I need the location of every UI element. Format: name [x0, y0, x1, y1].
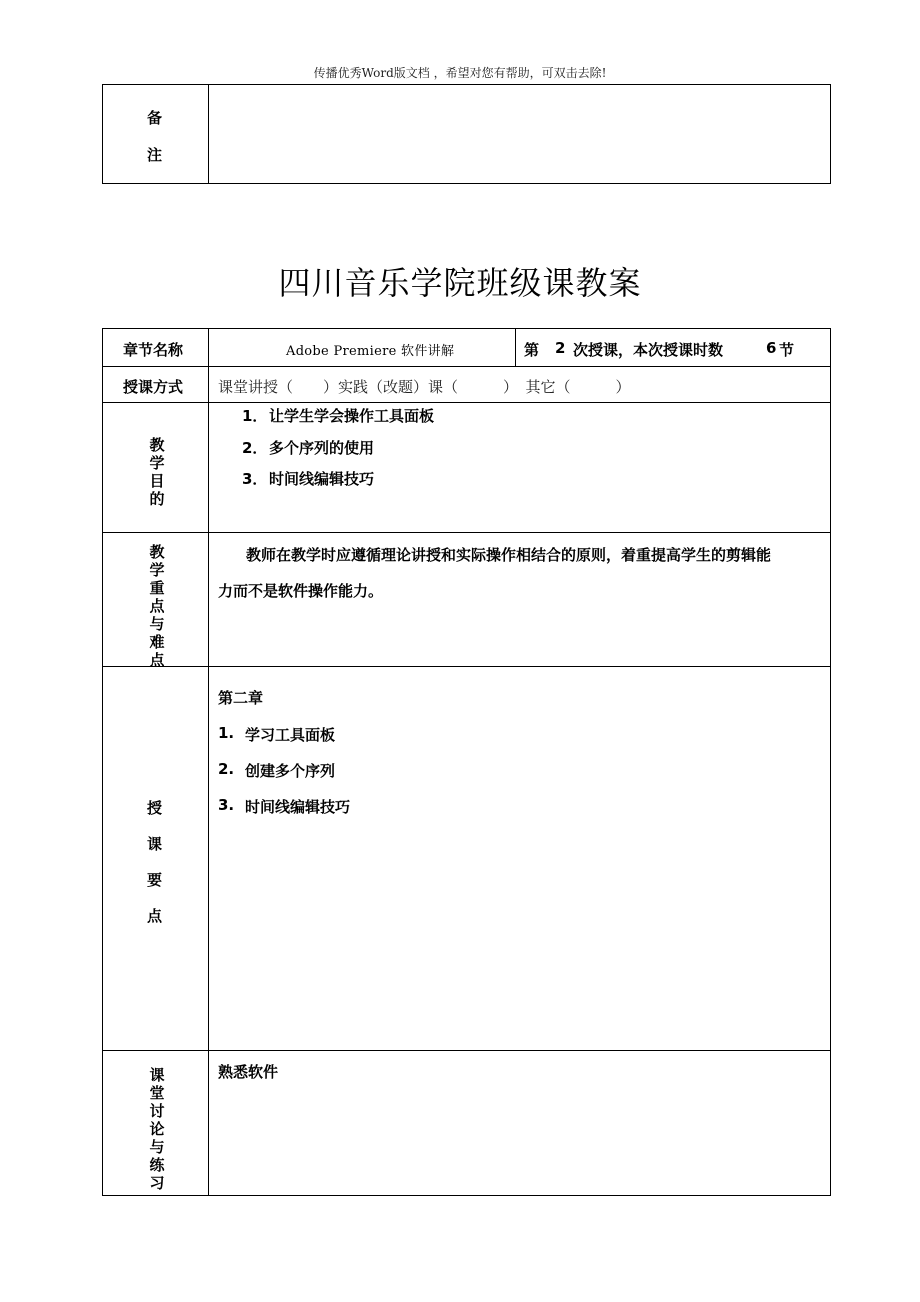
row-divider-3: [102, 532, 831, 533]
lecture-item-num-3: 3.: [218, 796, 235, 814]
header-watermark: 传播优秀Word版文档 ，希望对您有帮助，可双击去除!: [313, 66, 607, 80]
remarks-divider: [208, 84, 209, 184]
row-divider-2: [102, 402, 831, 403]
remarks-label-2: 注: [147, 146, 163, 164]
row-divider-1: [102, 366, 831, 367]
lecture-item-text-2: 创建多个序列: [245, 762, 336, 780]
session-hours: 6: [766, 339, 777, 357]
objective-text-3: 时间线编辑技巧: [269, 470, 375, 488]
chapter-session-divider: [515, 328, 516, 366]
discussion-label: 课堂讨论与练习: [149, 1066, 165, 1192]
objective-text-2: 多个序列的使用: [269, 439, 375, 457]
session-number: 2: [555, 339, 566, 357]
label-column-divider: [208, 328, 209, 1196]
objective-num-1: 1．: [242, 407, 268, 425]
session-hours-unit: 节: [779, 341, 795, 359]
chapter-label: 章节名称: [123, 341, 184, 359]
remarks-label-1: 备: [147, 109, 163, 127]
session-prefix: 第: [524, 341, 540, 359]
method-label: 授课方式: [123, 378, 184, 396]
row-divider-5: [102, 1050, 831, 1051]
lecture-item-num-2: 2.: [218, 760, 235, 778]
session-text: 次授课，本次授课时数: [573, 341, 724, 359]
objective-num-3: 3．: [242, 470, 268, 488]
key-points-line-1: 教师在教学时应遵循理论讲授和实际操作相结合的原则，着重提高学生的剪辑能: [246, 546, 772, 564]
lecture-label-2: 课: [147, 835, 163, 853]
lecture-heading: 第二章: [218, 689, 264, 707]
remarks-table: [102, 84, 831, 184]
lecture-label-1: 授: [147, 799, 163, 817]
method-value: 课堂讲授（ ）实践（改题）课（ ） 其它（ ）: [218, 378, 631, 396]
lecture-item-num-1: 1.: [218, 724, 235, 742]
lecture-label-3: 要: [147, 871, 163, 889]
lecture-label-4: 点: [147, 907, 163, 925]
lesson-plan-table: [102, 328, 831, 1196]
discussion-content: 熟悉软件: [218, 1063, 279, 1081]
key-points-line-2: 力而不是软件操作能力。: [218, 582, 384, 600]
lecture-item-text-3: 时间线编辑技巧: [245, 798, 351, 816]
key-points-label: 教学重点与难点: [149, 543, 165, 669]
objective-num-2: 2．: [242, 439, 268, 457]
chapter-value: Adobe Premiere 软件讲解: [286, 344, 455, 359]
row-divider-4: [102, 666, 831, 667]
objectives-label: 教学目的: [149, 436, 165, 508]
lecture-item-text-1: 学习工具面板: [245, 726, 336, 744]
page-title: 四川音乐学院班级课教案: [278, 264, 642, 302]
objective-text-1: 让学生学会操作工具面板: [269, 407, 435, 425]
